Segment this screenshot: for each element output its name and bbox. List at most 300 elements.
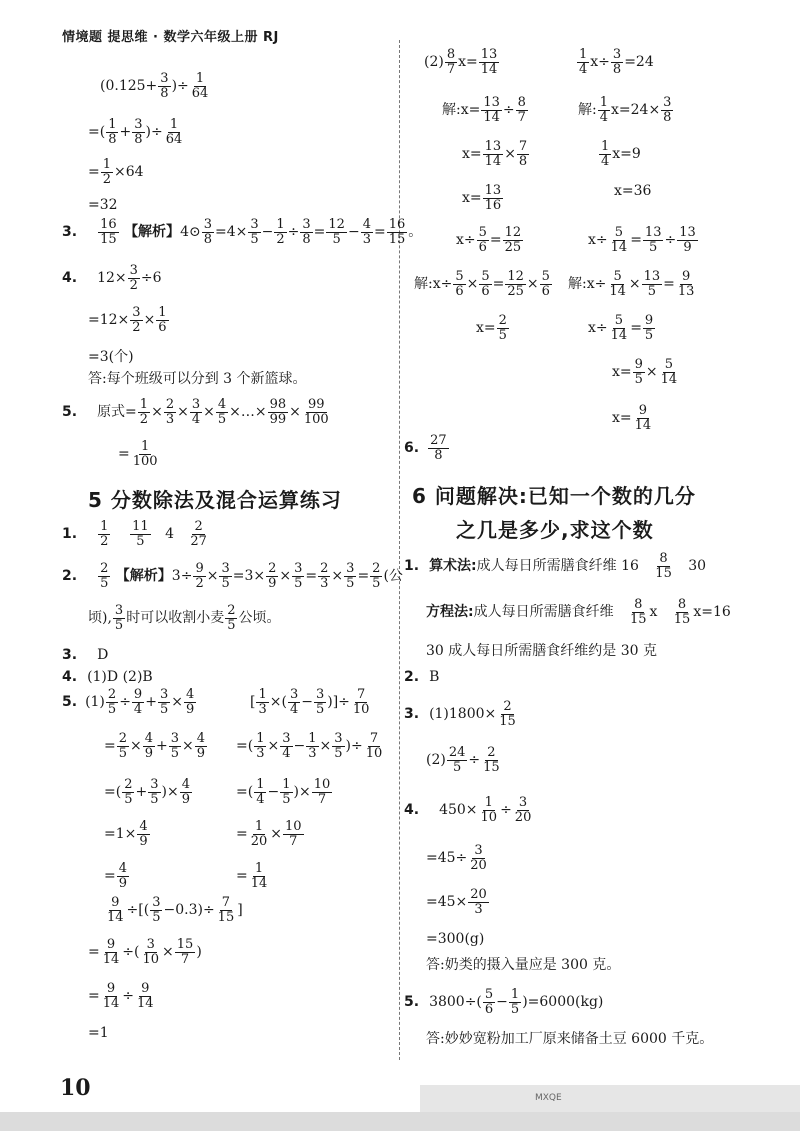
fraction	[445, 48, 457, 76]
text: ×	[171, 694, 183, 711]
right-r2-A4	[462, 184, 504, 212]
denominator: 5	[372, 575, 381, 591]
denominator: 13	[677, 283, 695, 299]
fraction	[184, 688, 196, 716]
text: x=	[476, 320, 496, 337]
fraction	[314, 688, 326, 716]
denominator: 10	[352, 701, 370, 717]
fraction	[468, 844, 489, 872]
fraction	[202, 218, 214, 246]
denominator: 14	[250, 875, 268, 891]
text: ×	[466, 276, 479, 293]
left-q4-line3: =3(个)	[88, 349, 134, 365]
text: x÷	[588, 232, 608, 249]
denominator: 14	[484, 153, 502, 169]
text: x=	[612, 364, 632, 381]
text: 时可以收割小麦	[126, 610, 225, 627]
text: (1)	[85, 694, 105, 711]
fraction	[216, 398, 228, 426]
numerator: 10	[313, 777, 331, 792]
numerator: 3	[282, 731, 291, 746]
column-divider	[399, 40, 400, 1060]
denominator: 7	[180, 951, 190, 967]
numerator: 9	[133, 687, 143, 702]
question-number: 2.	[404, 669, 420, 685]
text: ÷	[664, 232, 677, 249]
numerator: 9	[195, 561, 204, 576]
text: (2)	[424, 54, 444, 71]
text: +	[145, 694, 157, 711]
denominator: 10	[142, 951, 160, 967]
right-t4-line2	[426, 844, 490, 872]
right-r2-B3	[598, 140, 641, 168]
fraction	[169, 732, 181, 760]
numerator: 3	[159, 687, 169, 702]
text: 顷),	[88, 610, 112, 627]
question-number: 2.	[62, 568, 78, 585]
question-number: 5.	[62, 694, 78, 711]
denominator: 10	[480, 809, 498, 825]
numerator: 15	[176, 937, 194, 952]
denominator: 64	[191, 85, 209, 101]
right-r2-A3	[462, 140, 530, 168]
fraction	[132, 688, 144, 716]
denominator: 5	[634, 371, 643, 387]
numerator: 1	[108, 117, 117, 132]
text: −	[496, 994, 508, 1011]
numerator: 1	[579, 47, 588, 62]
text: ×	[645, 364, 658, 381]
numerator: 13	[643, 269, 661, 284]
numerator: 13	[484, 139, 502, 154]
denominator: 5	[315, 701, 325, 717]
text: x	[649, 604, 658, 621]
numerator: 2	[498, 313, 507, 328]
numerator: 2	[320, 561, 329, 576]
denominator: 4	[601, 153, 610, 169]
text: )÷	[345, 738, 363, 755]
fraction	[188, 520, 209, 548]
denominator: 3	[320, 575, 329, 591]
text: =	[236, 868, 248, 885]
fraction	[101, 158, 113, 186]
left-s5-B2	[236, 732, 385, 760]
text: −	[293, 738, 306, 755]
denominator: 4	[599, 109, 608, 125]
left-s5-A4	[104, 820, 151, 848]
numerator: 3	[134, 117, 143, 132]
text: ×	[289, 404, 301, 421]
right-t4-line1	[404, 796, 534, 824]
left-s3	[62, 648, 108, 662]
fraction	[453, 270, 465, 298]
text: )]÷	[327, 694, 350, 711]
numerator: 4	[362, 217, 371, 232]
numerator: 3	[346, 561, 355, 576]
numerator: 9	[141, 981, 150, 996]
numerator: 4	[118, 861, 128, 876]
denominator: 8	[160, 85, 169, 101]
denominator: 100	[303, 411, 329, 427]
numerator: 5	[478, 225, 487, 240]
left-q2-line1	[100, 72, 211, 100]
numerator: 2	[100, 561, 109, 576]
left-s5-C4: =1	[88, 1025, 109, 1041]
text: =	[88, 164, 100, 181]
fraction	[505, 270, 526, 298]
text: 12×	[97, 270, 127, 287]
numerator: 3	[152, 895, 161, 910]
fraction	[607, 270, 628, 298]
question-number: 4.	[62, 270, 78, 287]
fraction	[633, 358, 645, 386]
answer: B	[429, 669, 440, 685]
denominator: 14	[610, 239, 628, 255]
fraction	[164, 118, 185, 146]
text: ×	[206, 568, 219, 585]
fraction	[609, 226, 630, 254]
text: 公顷。	[238, 610, 281, 627]
fraction	[300, 218, 312, 246]
text: =45×	[426, 894, 468, 911]
left-q2-line2	[88, 118, 185, 146]
right-r2-D3	[588, 314, 656, 342]
left-s5-A5	[104, 862, 130, 890]
text: =45÷	[426, 850, 468, 867]
right-r2-D4	[612, 358, 680, 386]
text: ]	[237, 902, 243, 919]
left-q2-line3	[88, 158, 144, 186]
numerator: 1	[308, 731, 317, 746]
text: x=9	[612, 146, 641, 163]
left-q5-line2	[118, 440, 161, 468]
numerator: 1	[276, 217, 285, 232]
denominator: 5	[647, 283, 657, 299]
text: =	[104, 738, 116, 755]
numerator: 9	[682, 269, 691, 284]
text: =	[305, 568, 318, 585]
numerator: 2	[487, 745, 496, 760]
numerator: 1	[484, 795, 493, 810]
denominator: 14	[102, 995, 120, 1011]
right-t4-line4: =300(g)	[426, 931, 485, 947]
numerator: 8	[634, 597, 643, 612]
fraction	[497, 314, 509, 342]
text: ÷	[287, 224, 300, 241]
text: ÷	[122, 988, 135, 1005]
fraction	[190, 398, 202, 426]
numerator: 3	[334, 731, 343, 746]
denominator: 3	[308, 745, 317, 761]
text: =	[118, 446, 130, 463]
denominator: 2	[195, 575, 204, 591]
denominator: 3	[256, 745, 265, 761]
denominator: 9	[139, 833, 148, 849]
fraction	[117, 862, 129, 890]
fraction	[483, 140, 504, 168]
page-number: 10	[60, 1075, 91, 1101]
text: ×	[279, 568, 292, 585]
question-number: 1.	[62, 526, 78, 543]
right-r2-B4: x=36	[614, 183, 652, 199]
right-r2-C2	[414, 270, 553, 298]
text: =	[236, 826, 248, 843]
left-q4-answer: 答:每个班级可以分到 3 个新篮球。	[88, 371, 307, 387]
fraction	[195, 732, 207, 760]
denominator: 6	[158, 319, 167, 335]
numerator: 8	[659, 551, 668, 566]
denominator: 8	[518, 153, 528, 169]
numerator: 7	[369, 731, 379, 746]
fraction	[661, 96, 673, 124]
text: x=	[462, 146, 482, 163]
right-r2-D5	[612, 404, 654, 432]
text: )×	[161, 784, 179, 801]
text: ÷6	[140, 270, 162, 287]
text: ×	[162, 944, 174, 961]
denominator: 14	[107, 909, 124, 925]
denominator: 5	[644, 327, 654, 343]
denominator: 5	[510, 1001, 520, 1017]
text: ×	[130, 738, 142, 755]
numerator: 2	[503, 699, 512, 714]
fraction	[653, 552, 674, 580]
denominator: 14	[480, 61, 498, 77]
denominator: 15	[217, 909, 235, 925]
fraction	[302, 398, 331, 426]
left-s5-B4	[236, 820, 305, 848]
text: ×	[267, 738, 280, 755]
numerator: 3	[150, 777, 159, 792]
fraction	[503, 226, 524, 254]
fraction	[193, 562, 205, 590]
denominator: 2	[129, 277, 138, 293]
denominator: 8	[203, 231, 212, 247]
fraction	[98, 218, 119, 246]
text: ÷	[502, 102, 515, 119]
numerator: 98	[269, 397, 287, 412]
numerator: 3	[160, 71, 169, 86]
answer: D	[97, 647, 109, 663]
numerator: 4	[185, 687, 195, 702]
denominator: 5	[498, 327, 507, 343]
fraction	[577, 48, 589, 76]
denominator: 5	[332, 231, 341, 247]
numerator: 9	[106, 981, 116, 996]
denominator: 5	[124, 791, 133, 807]
denominator: 5	[152, 909, 161, 925]
denominator: 5	[150, 791, 159, 807]
left-s5-C3	[88, 982, 157, 1010]
fraction	[156, 306, 168, 334]
text: 4	[165, 526, 174, 543]
numerator: 12	[507, 269, 524, 284]
text: =12×	[88, 312, 130, 329]
denominator: 7	[317, 791, 327, 807]
denominator: 5	[346, 575, 355, 591]
question-number: 5.	[62, 404, 78, 421]
denominator: 3	[258, 701, 267, 717]
right-r2-A1	[424, 48, 500, 76]
fraction	[158, 72, 170, 100]
fraction	[225, 604, 237, 632]
fraction	[113, 604, 125, 632]
right-r6	[404, 434, 450, 462]
text: x÷	[590, 54, 610, 71]
text: −	[301, 694, 313, 711]
fraction	[105, 896, 126, 924]
denominator: 9	[181, 791, 190, 807]
fraction	[477, 226, 489, 254]
fraction	[280, 778, 292, 806]
analysis-tag: 【解析】	[124, 224, 181, 241]
numerator: 3	[146, 937, 155, 952]
text: ÷	[500, 802, 512, 819]
denominator: 15	[100, 231, 117, 247]
numerator: 1	[256, 777, 265, 792]
denominator: 10	[365, 745, 383, 761]
text: =	[663, 276, 675, 293]
numerator: 1	[599, 95, 608, 110]
numerator: 13	[480, 47, 498, 62]
text: 成人每日所需膳食纤维	[473, 604, 614, 621]
fraction	[190, 72, 211, 100]
left-s1	[62, 520, 210, 548]
text: =	[489, 232, 502, 249]
denominator: 14	[137, 995, 154, 1011]
fraction	[306, 732, 318, 760]
numerator: 4	[181, 777, 190, 792]
section-6-title-line2: 之几是多少,求这个数	[456, 518, 654, 542]
denominator: 2	[102, 171, 112, 187]
text: −	[267, 784, 280, 801]
left-q5-line1	[62, 398, 332, 426]
text: ×…×	[229, 404, 267, 421]
denominator: 5	[114, 617, 124, 633]
text: =	[373, 224, 386, 241]
numerator: 7	[357, 687, 366, 702]
fraction	[216, 896, 237, 924]
left-q4-line1	[62, 264, 162, 292]
numerator: 2	[165, 397, 175, 412]
denominator: 4	[133, 701, 143, 717]
text: x=	[462, 190, 482, 207]
fraction	[326, 218, 347, 246]
numerator: 1	[282, 777, 291, 792]
left-s2-line2	[88, 604, 280, 632]
numerator: 2	[268, 561, 277, 576]
fraction	[249, 862, 270, 890]
denominator: 9	[118, 875, 128, 891]
numerator: 3	[474, 843, 483, 858]
text: )	[196, 944, 202, 961]
text: =4×	[214, 224, 248, 241]
text: =(	[236, 738, 254, 755]
fraction	[364, 732, 385, 760]
text: x÷	[588, 320, 608, 337]
numerator: 3	[221, 561, 230, 576]
fraction	[280, 732, 292, 760]
fraction	[677, 226, 698, 254]
fraction	[481, 746, 502, 774]
denominator: 2	[100, 533, 109, 549]
text: ÷[(	[126, 902, 150, 919]
fraction	[676, 270, 697, 298]
denominator: 3	[165, 411, 175, 427]
right-t2	[404, 670, 439, 684]
right-t1-line3: 30 成人每日所需膳食纤维约是 30 克	[426, 643, 657, 659]
fraction	[130, 520, 151, 548]
fraction	[148, 778, 160, 806]
numerator: 3	[315, 687, 325, 702]
numerator: 5	[484, 987, 494, 1002]
numerator: 4	[196, 731, 206, 746]
text: 解:x÷	[568, 276, 607, 293]
left-s5-A3	[104, 778, 193, 806]
text: +	[135, 784, 148, 801]
left-s4	[62, 670, 153, 684]
denominator: 14	[609, 283, 626, 299]
left-s5-B1	[250, 688, 372, 716]
denominator: 8	[108, 131, 117, 147]
right-t1-line2	[426, 598, 731, 626]
fraction	[288, 688, 300, 716]
text: 解:	[578, 102, 597, 119]
denominator: 4	[256, 791, 265, 807]
fraction	[132, 118, 144, 146]
denominator: 20	[250, 833, 268, 849]
denominator: 5	[282, 791, 291, 807]
left-s2-line1	[62, 562, 403, 590]
numerator: 20	[470, 887, 487, 902]
text: ×	[319, 738, 332, 755]
fraction	[140, 938, 161, 966]
question-number: 6.	[404, 440, 420, 457]
text: ÷	[119, 694, 131, 711]
text: ×	[526, 276, 539, 293]
right-t1-line1	[404, 552, 706, 580]
fraction	[180, 778, 192, 806]
fraction	[483, 988, 495, 1016]
text: =(	[88, 124, 106, 141]
text: 30	[688, 558, 707, 575]
denominator: 64	[165, 131, 183, 147]
text: ×(	[269, 694, 287, 711]
left-q3	[62, 218, 422, 246]
numerator: 1	[102, 157, 112, 172]
fraction	[158, 688, 170, 716]
text: (0.125+	[100, 78, 158, 95]
fraction	[292, 562, 304, 590]
footer-watermark: MXQE	[535, 1093, 562, 1103]
right-t3-line2	[426, 746, 503, 774]
numerator: 8	[677, 597, 687, 612]
numerator: 13	[483, 95, 500, 110]
right-r2-C3	[476, 314, 510, 342]
fraction	[540, 270, 552, 298]
denominator: 7	[517, 109, 526, 125]
fraction	[672, 598, 693, 626]
text: )×	[293, 784, 311, 801]
text: 3800÷(	[429, 994, 482, 1011]
denominator: 15	[655, 565, 672, 581]
numerator: 2	[194, 519, 203, 534]
text: =	[88, 988, 100, 1005]
fraction	[370, 562, 382, 590]
denominator: 8	[134, 131, 143, 147]
fraction	[516, 96, 528, 124]
numerator: 10	[285, 819, 302, 834]
